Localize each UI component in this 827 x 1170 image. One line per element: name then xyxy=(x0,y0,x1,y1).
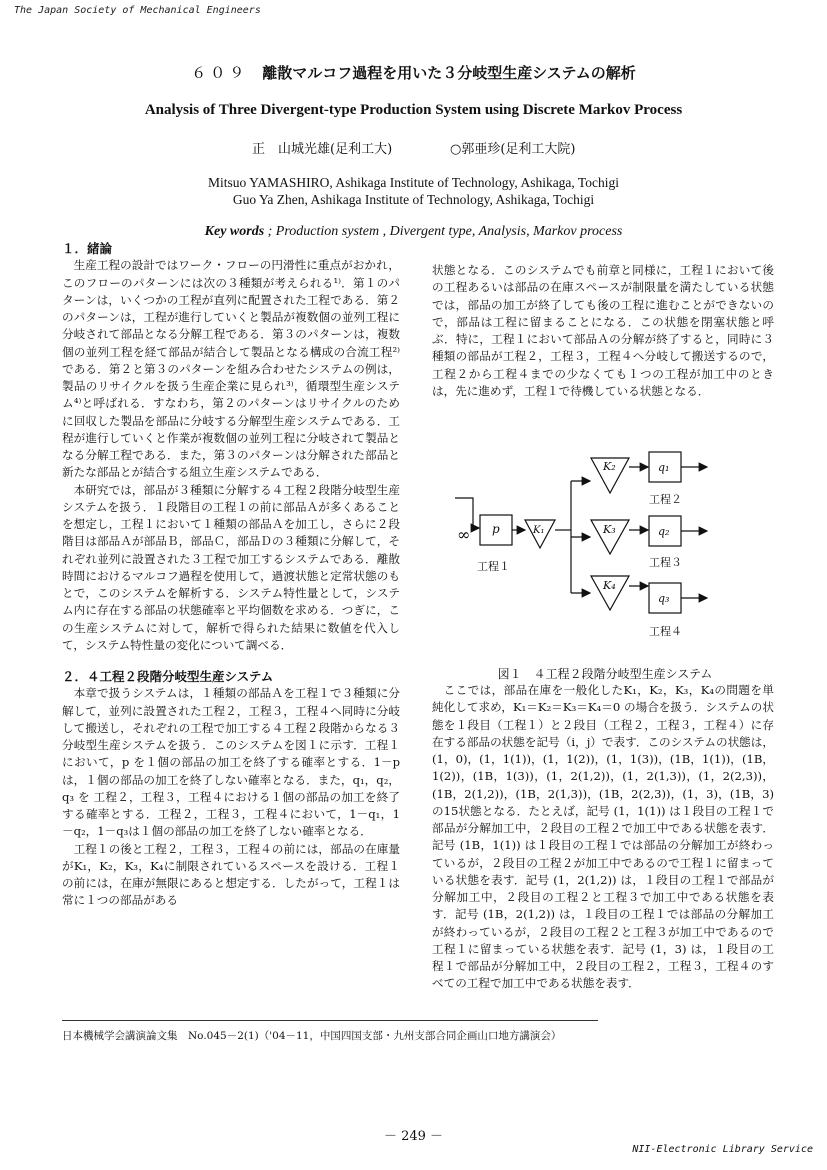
process-4-label: 工程４ xyxy=(649,625,682,638)
k1-label: K₁ xyxy=(533,525,545,536)
keywords-text: ; Production system , Divergent type, Analysis, Markov process xyxy=(264,224,623,239)
affiliation-1: Mitsuo YAMASHIRO, Ashikaga Institute of Technology, Ashikaga, Tochigi xyxy=(208,175,619,190)
process-1-label: 工程１ xyxy=(477,560,510,573)
infinity-label: ∞ xyxy=(457,525,471,544)
page-number: － 249 － xyxy=(383,1129,444,1144)
k3-label: K₃ xyxy=(603,523,616,536)
journal-header: The Japan Society of Mechanical Engineers xyxy=(14,5,261,16)
p-label: p xyxy=(492,522,500,536)
process-3-label: 工程３ xyxy=(649,556,682,569)
section-1-paragraph-1: 生産工程の設計ではワーク・フローの円滑性に重点がおかれ，このフローのパターンには次の３種類が考えられる¹⁾．第１のパターンは，いくつかの工程が直列に配置された工程である．第２のパターンは，工程が進行していくと製品が複数個の並列工程に分岐されて部品となる分解工程である．第３のパターンは，複数個の並列工程を経て部品が結合して製品となる構成の合流工程²⁾である．第２と第３のパターンを組み合わせたシステムの例は，製品のリサイクルを扱う生産企業に見られ³⁾，循環型生産システム⁴⁾と呼ばれる．すなわち，第２のパターンはリサイクルのために回収した製品を部品に分岐する分解型生産システムである．工程が進行していくと作業が複数個の並列工程に分岐されて製品となる分解工程である．また，第３のパターンは分解された部品と新たな部品とが結合する組立生産システムである． xyxy=(62,258,400,480)
paper-title-jp xyxy=(0,62,827,83)
footer-rule xyxy=(62,1020,598,1021)
section-2-paragraph-1: 本章で扱うシステムは，１種類の部品Ａを工程１で３種類に分解して，並列に設置された工程２，工程３，工程４へ同時に分岐して搬送し，それぞれの工程で加工する４工程２段階からなる３分岐型生産システムを扱う．このシステムを図１に示す．工程１において，p を１個の部品の加工を終了する確率とする．1－pは，１個の部品の加工を終了しない確率となる．また，q₁，q₂，q₃ を 工程２，工程３，工程４における１個の部品の加工を終了する確率とする．工程２，工程３，工程４において，1－q₁，1－q₂，1－q₃は１個の部品の加工を終了しない確率となる． xyxy=(62,686,400,839)
author-1: 正 山城光雄(足利工大) xyxy=(252,142,393,157)
footer-citation: 日本機械学会講演論文集 No.045－2(1)（'04－11，中国四国支部・九州支部合同企画山口地方講演会） xyxy=(62,1030,562,1042)
right-paragraph-1: 状態となる．このシステムでも前章と同様に，工程１において後の工程あるいは部品の在庫スペースが制限量を満たしている状態では，部品の加工が終了しても後の工程に進むことができないので，部品は工程に留まることになる．この状態を閉塞状態と呼ぶ．特に，工程１において部品Ａの分解が終了すると，同時に３種類の部品が工程２，工程３，工程４へ分岐して搬送するので，工程２から工程４までの少なくても１つの工程が加工中のときは，先に進めず，工程１で待機している状態となる． xyxy=(432,263,774,398)
k4-label: K₄ xyxy=(603,579,616,592)
affiliation-2: Guo Ya Zhen, Ashikaga Institute of Technology, Ashikaga, Tochigi xyxy=(232,192,595,207)
paper-number: ６０９ xyxy=(191,64,249,82)
paper-title-en: Analysis of Three Divergent-type Production System using Discrete Markov Process xyxy=(144,102,683,118)
q2-label: q₂ xyxy=(658,525,670,538)
nii-watermark: NII-Electronic Library Service xyxy=(632,1144,813,1155)
figure-caption: 図１ ４工程２段階分岐型生産システム xyxy=(497,667,713,681)
q3-label: q₃ xyxy=(658,592,670,605)
section-2-paragraph-2: 工程１の後と工程２，工程３，工程４の前には，部品の在庫量がK₁，K₂，K₃，K₄に制限されているスペースを設ける．工程１の前には，在庫が無限にあると想定する．したがって，工程１は常に１つの部品がある xyxy=(62,841,400,908)
system-diagram xyxy=(445,440,765,655)
right-column-top xyxy=(432,262,774,400)
q1-label: q₁ xyxy=(658,461,670,474)
section-1-paragraph-2: 本研究では，部品が３種類に分解する４工程２段階分岐型生産システムを扱う．１段階目の工程１の前に部品Ａが多くあることを想定し，工程１において１種類の部品Ａを加工し，さらに２段階目は部品Ａが部品Ｂ，部品Ｃ，部品Ｄの３種類に分解して，それぞれ並列に設置された３工程で加工するシステムである．離散時間におけるマルコフ過程を使用して，過渡状態と定常状態のもとで，このシステムを解析する．システム特性量として，システム内に存在する部品の状態確率と平均個数を求める．つぎに，この生産システムに対して，解析で得られた結果に数値を代入して，システム特性量の変化について調べる． xyxy=(62,482,400,652)
right-column-bottom xyxy=(432,682,774,993)
author-2: ○郭亜珍(足利工大院) xyxy=(450,142,576,157)
section-1-title: １．緒論 xyxy=(62,241,113,256)
feed-line xyxy=(455,498,479,528)
process-2-label: 工程２ xyxy=(649,493,682,506)
k2-label: K₂ xyxy=(603,460,616,473)
title-jp-text: 離散マルコフ過程を用いた３分岐型生産システムの解析 xyxy=(262,64,636,82)
right-paragraph-2: ここでは，部品在庫を一般化したK₁，K₂，K₃，K₄の問題を単純化して求め，K₁＝K₂＝K₃＝K₄＝0 の場合を扱う．システムの状態を１段目（工程１）と２段目（工程２，工程３，工程４）に存在する部品の状態を記号（i，j）で表す．このシステムの状態は，(1，0)，(1，1(1))，(1，1(2))，(1，1(3))，(1B，1(1))，(1B，1(2))，(1B，1(3))，(1，2(1,2))，(1，2(1,3))，(1，2(2,3))，(1B，2(1,2))，(1B，2(1,3))，(1B，2(2,3))，(1，3)，(1B，3) の15状態となる．たとえば，記号 (1，1(1)) は１段目の工程１で部品が分解加工中，２段目の工程２で加工中である状態を表す．記号 (1B，1(1)) は１段目の工程１では部品の分解加工が終わっているが，２段目の工程２が加工中であるので工程１に留まっている状態を表す．記号 (1，2(1,2)) は，１段目の工程１で部品が分解加工中，２段目の工程２と工程３で加工中である状態を表す．記号 (1B，2(1,2)) は，１段目の工程１では部品の分解加工が終わっているが，２段目の工程２と工程３が加工中であるので工程１に留まっている状態を表す．記号 (1，3) は，１段目の工程１で部品が分解加工中，２段目の工程２，工程３，工程４のすべての工程で加工中である状態を表す． xyxy=(432,683,774,991)
keywords xyxy=(0,224,827,240)
left-column xyxy=(62,240,400,910)
keywords-label: Key words xyxy=(204,224,265,239)
section-2-title: ２．４工程２段階分岐型生産システム xyxy=(62,669,274,684)
